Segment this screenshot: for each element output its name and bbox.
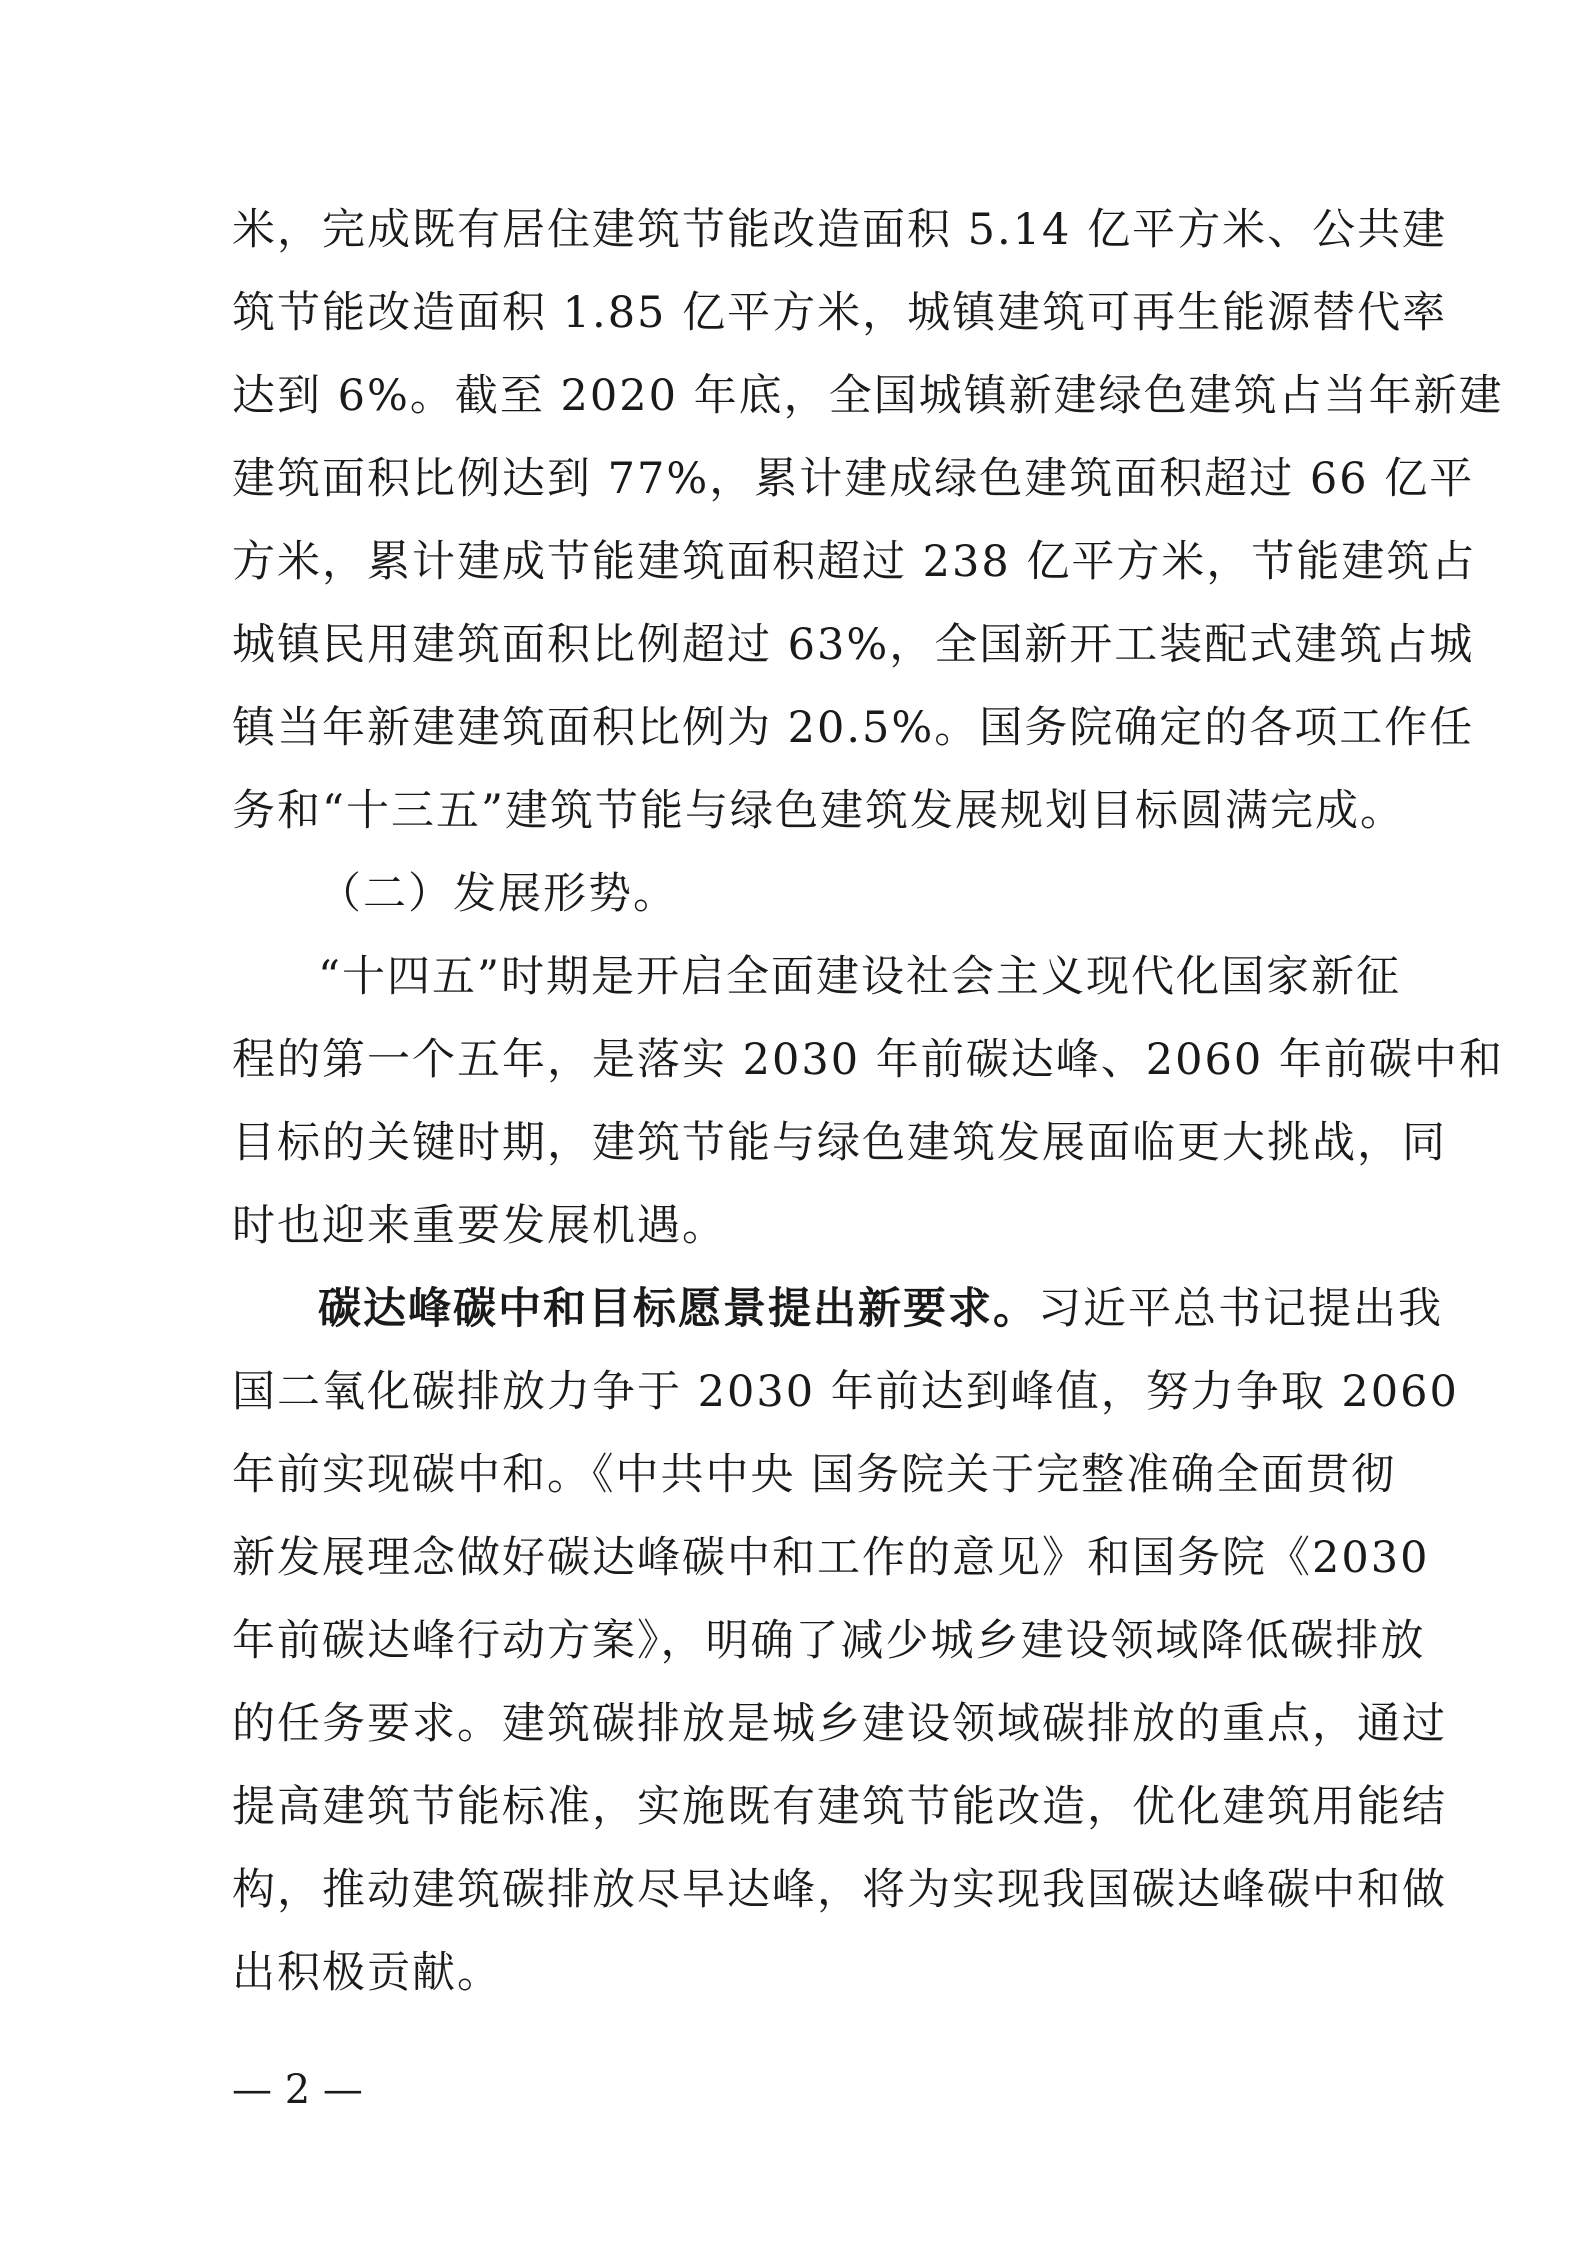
paragraph-1-line-7: 镇当年新建建筑面积比例为 20.5%。国务院确定的各项工作任 <box>232 703 1475 753</box>
paragraph-1-line-2: 筑节能改造面积 1.85 亿平方米，城镇建筑可再生能源替代率 <box>232 288 1448 338</box>
paragraph-3-line-7: 提高建筑节能标准，实施既有建筑节能改造，优化建筑用能结 <box>232 1782 1447 1832</box>
paragraph-1-line-1: 米，完成既有居住建筑节能改造面积 5.14 亿平方米、公共建 <box>232 205 1448 255</box>
paragraph-3-line-6: 的任务要求。建筑碳排放是城乡建设领域碳排放的重点，通过 <box>232 1699 1447 1749</box>
paragraph-1-line-5: 方米，累计建成节能建筑面积超过 238 亿平方米，节能建筑占 <box>232 537 1477 587</box>
paragraph-3-line-3: 年前实现碳中和。《中共中央 国务院关于完整准确全面贯彻 <box>232 1450 1397 1500</box>
paragraph-1-line-8: 务和“十三五”建筑节能与绿色建筑发展规划目标圆满完成。 <box>232 786 1405 836</box>
section-heading: （二）发展形势。 <box>318 869 678 919</box>
paragraph-3-line-1 <box>318 1267 1443 1351</box>
paragraph-3-line-5: 年前碳达峰行动方案》，明确了减少城乡建设领域降低碳排放 <box>232 1616 1426 1666</box>
paragraph-3-lead: 碳达峰碳中和目标愿景提出新要求。 <box>318 1284 1038 1334</box>
paragraph-3-line-2: 国二氧化碳排放力争于 2030 年前达到峰值，努力争取 2060 <box>232 1367 1459 1417</box>
paragraph-3-first-rest: 习近平总书记提出我 <box>1038 1284 1443 1334</box>
paragraph-2-line-3: 目标的关键时期，建筑节能与绿色建筑发展面临更大挑战，同 <box>232 1118 1447 1168</box>
paragraph-3-line-9: 出积极贡献。 <box>232 1948 502 1998</box>
paragraph-2-line-4: 时也迎来重要发展机遇。 <box>232 1201 727 1251</box>
page-number: — 2 — <box>232 2067 363 2113</box>
paragraph-1-line-6: 城镇民用建筑面积比例超过 63%，全国新开工装配式建筑占城 <box>232 620 1475 670</box>
paragraph-3-line-4: 新发展理念做好碳达峰碳中和工作的意见》和国务院《2030 <box>232 1533 1430 1583</box>
paragraph-2-line-2: 程的第一个五年，是落实 2030 年前碳达峰、2060 年前碳中和 <box>232 1035 1504 1085</box>
paragraph-1-line-4: 建筑面积比例达到 77%，累计建成绿色建筑面积超过 66 亿平 <box>232 454 1475 504</box>
paragraph-3-line-8: 构，推动建筑碳排放尽早达峰，将为实现我国碳达峰碳中和做 <box>232 1865 1447 1915</box>
paragraph-2-line-1: “十四五”时期是开启全面建设社会主义现代化国家新征 <box>318 952 1401 1002</box>
document-body <box>232 188 1504 2038</box>
paragraph-1-line-3: 达到 6%。截至 2020 年底，全国城镇新建绿色建筑占当年新建 <box>232 371 1504 421</box>
